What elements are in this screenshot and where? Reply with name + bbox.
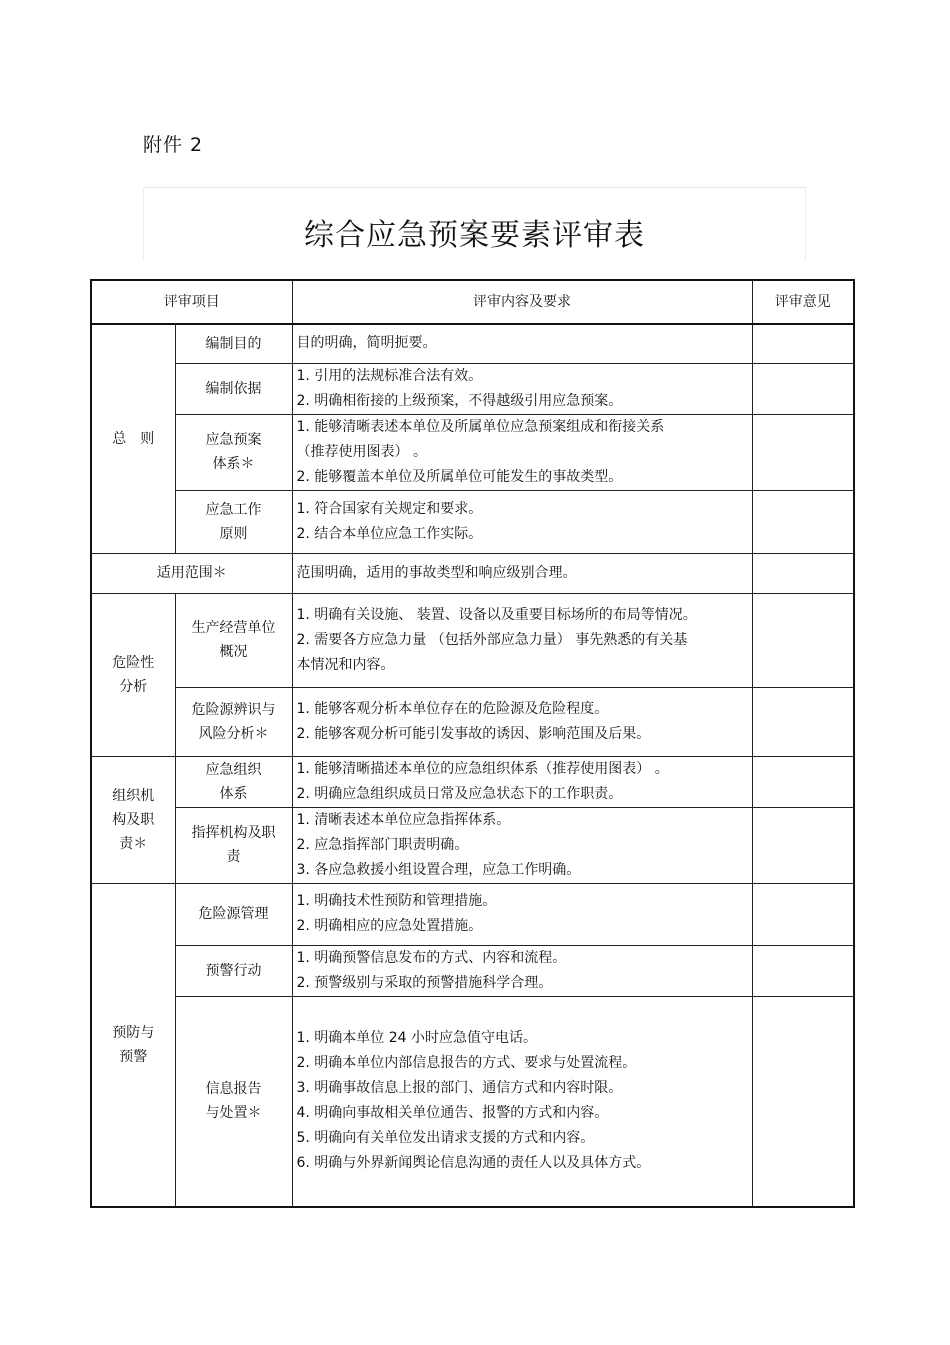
opinion-cell[interactable] [752, 883, 854, 945]
opinion-cell[interactable] [752, 593, 854, 687]
content-line: 2. 能够客观分析可能引发事故的诱因、影响范围及后果。 [296, 725, 651, 742]
content-cell [292, 996, 752, 1207]
table-row [91, 490, 854, 553]
content-cell [292, 807, 752, 883]
item-label-line: 责 [226, 849, 241, 865]
item-label-line: 原则 [219, 525, 248, 542]
header-content: 评审内容及要求 [292, 280, 752, 324]
item-label: 预警行动 [175, 945, 292, 996]
content-line: 1. 明确预警信息发布的方式、内容和流程。 [296, 949, 567, 966]
section-label-line: 预警 [119, 1048, 148, 1065]
section-label-org [91, 756, 175, 883]
content-cell [292, 883, 752, 945]
table-row [91, 756, 854, 807]
content-line: 2. 明确相应的应急处置措施。 [296, 918, 483, 934]
opinion-cell[interactable] [752, 324, 854, 363]
section-label-general: 总 则 [91, 324, 175, 553]
content-line: 3. 各应急救援小组设置合理，应急工作明确。 [296, 861, 581, 878]
item-label [175, 807, 292, 883]
content-line: 3. 明确事故信息上报的部门、通信方式和内容时限。 [296, 1080, 623, 1097]
item-label-line: 风险分析＊ [198, 725, 269, 742]
table-row [91, 883, 854, 945]
item-label-line: 应急工作 [205, 501, 262, 518]
item-label-line: 体系＊ [212, 456, 255, 472]
item-label-line: 与处置＊ [205, 1105, 262, 1122]
opinion-cell[interactable] [752, 807, 854, 883]
content-cell [292, 490, 752, 553]
content-line: 2. 结合本单位应急工作实际。 [296, 525, 483, 542]
content-line: 4. 明确向事故相关单位通告、报警的方式和内容。 [296, 1105, 609, 1122]
section-label-line: 责＊ [119, 835, 148, 852]
opinion-cell[interactable] [752, 414, 854, 490]
table-row [91, 593, 854, 687]
content-cell [292, 756, 752, 807]
content-line: 1. 清晰表述本单位应急指挥体系。 [296, 811, 511, 828]
opinion-cell[interactable] [752, 756, 854, 807]
section-label-line: 组织机 [112, 787, 155, 804]
opinion-cell[interactable] [752, 687, 854, 756]
header-opinion: 评审意见 [752, 280, 854, 324]
section-label-scope: 适用范围＊ [91, 553, 292, 593]
item-label-line: 体系 [219, 785, 248, 802]
content-line: 1. 能够清晰描述本单位的应急组织体系（推荐使用图表） 。 [296, 760, 669, 777]
annex-label: 附件 2 [143, 134, 204, 156]
content-cell [292, 945, 752, 996]
item-label [175, 490, 292, 553]
content-line: 1. 能够清晰表述本单位及所属单位应急预案组成和衔接关系 [296, 418, 665, 435]
content-line: 5. 明确向有关单位发出请求支援的方式和内容。 [296, 1130, 595, 1147]
section-label-line: 危险性 [112, 654, 155, 671]
item-label: 编制依据 [175, 363, 292, 414]
content-line: 1. 能够客观分析本单位存在的危险源及危险程度。 [296, 700, 609, 717]
item-label: 危险源管理 [175, 883, 292, 945]
item-label: 编制目的 [175, 324, 292, 363]
section-label-line: 预防与 [112, 1024, 155, 1041]
section-label-line: 构及职 [112, 811, 155, 828]
content-cell [292, 687, 752, 756]
section-label-prevention [91, 883, 175, 1207]
content-cell [292, 414, 752, 490]
table-row [91, 414, 854, 490]
item-label-line: 生产经营单位 [191, 620, 276, 636]
item-label [175, 687, 292, 756]
item-label-line: 危险源辨识与 [191, 701, 276, 718]
table-row [91, 363, 854, 414]
content-line: 2. 能够覆盖本单位及所属单位可能发生的事故类型。 [296, 468, 623, 485]
review-table [90, 279, 855, 1208]
opinion-cell[interactable] [752, 945, 854, 996]
page-title: 综合应急预案要素评审表 [304, 218, 645, 253]
content-line: 2. 应急指挥部门职责明确。 [296, 836, 469, 853]
content-line: 范围明确，适用的事故类型和响应级别合理。 [296, 564, 577, 581]
content-line: 2. 明确相衔接的上级预案，不得越级引用应急预案。 [296, 392, 623, 409]
content-cell [292, 324, 752, 363]
item-label [175, 414, 292, 490]
content-line: 1. 明确技术性预防和管理措施。 [296, 893, 497, 909]
opinion-cell[interactable] [752, 553, 854, 593]
content-line: 2. 明确应急组织成员日常及应急状态下的工作职责。 [296, 785, 623, 802]
opinion-cell[interactable] [752, 996, 854, 1207]
content-cell [292, 593, 752, 687]
content-line: 1. 明确有关设施、 装置、设备以及重要目标场所的布局等情况。 [296, 606, 697, 623]
table-row [91, 996, 854, 1207]
content-line: 1. 引用的法规标准合法有效。 [296, 367, 483, 384]
content-line: 目的明确，简明扼要。 [296, 335, 437, 352]
section-label-line: 分析 [119, 678, 148, 695]
item-label [175, 996, 292, 1207]
item-label [175, 593, 292, 687]
item-label-line: 指挥机构及职 [191, 825, 276, 841]
table-header-row [91, 280, 854, 324]
section-label-hazard [91, 593, 175, 756]
opinion-cell[interactable] [752, 363, 854, 414]
table-row [91, 324, 854, 363]
content-line: 2. 需要各方应急力量 （包括外部应急力量） 事先熟悉的有关基 [296, 631, 688, 648]
content-cell [292, 363, 752, 414]
table-row [91, 945, 854, 996]
content-line: （推荐使用图表） 。 [296, 443, 427, 460]
item-label-line: 信息报告 [205, 1081, 262, 1098]
item-label-line: 应急组织 [205, 761, 262, 778]
content-line: 1. 符合国家有关规定和要求。 [296, 500, 483, 517]
header-item: 评审项目 [91, 280, 292, 324]
content-cell [292, 553, 752, 593]
opinion-cell[interactable] [752, 490, 854, 553]
content-line: 2. 明确本单位内部信息报告的方式、要求与处置流程。 [296, 1055, 637, 1072]
table-row [91, 553, 854, 593]
item-label [175, 756, 292, 807]
item-label-line: 概况 [219, 644, 248, 660]
title-box [143, 187, 806, 261]
content-line: 2. 预警级别与采取的预警措施科学合理。 [296, 974, 553, 991]
table-row [91, 807, 854, 883]
content-line: 1. 明确本单位 24 小时应急值守电话。 [296, 1030, 538, 1047]
table-row [91, 687, 854, 756]
content-line: 本情况和内容。 [296, 656, 395, 673]
content-line: 6. 明确与外界新闻舆论信息沟通的责任人以及具体方式。 [296, 1155, 651, 1172]
item-label-line: 应急预案 [205, 432, 262, 448]
